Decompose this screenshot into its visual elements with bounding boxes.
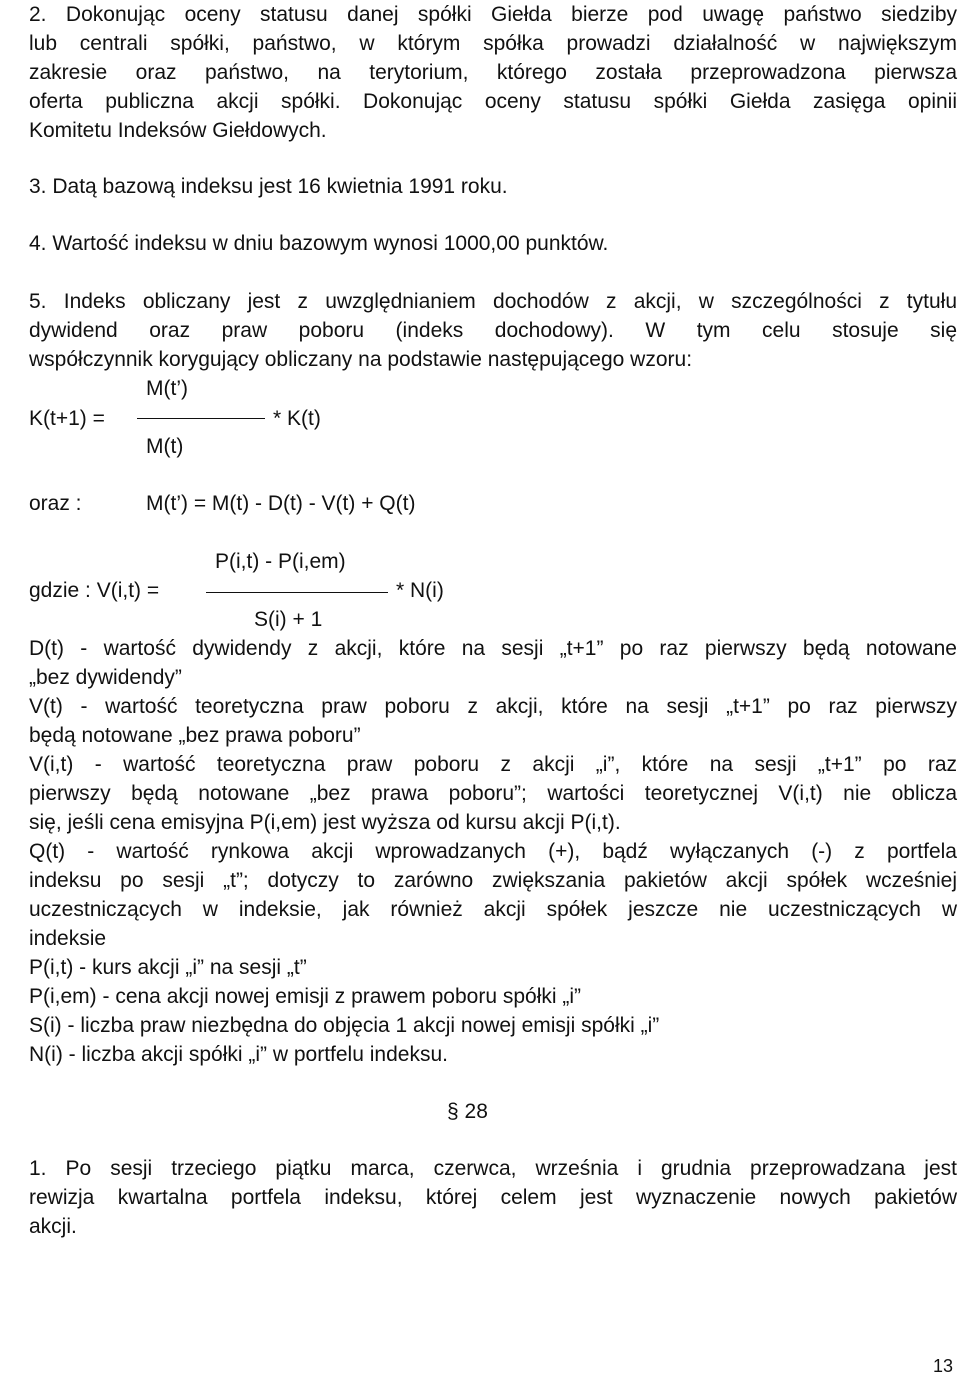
- definition-line: P(i,t) - kurs akcji „i” na sesji „t”: [29, 956, 307, 979]
- paragraph-2-line: oferta publiczna akcji spółki. Dokonując oceny statusu spółki Giełda zasięga opinii: [29, 90, 957, 113]
- definition-line: Q(t) - wartość rynkowa akcji wprowadzanych (+), bądź wyłączanych (-) z portfela: [29, 840, 957, 863]
- definition-line: S(i) - liczba praw niezbędna do objęcia 1 akcji nowej emisji spółki „i”: [29, 1014, 660, 1037]
- section-heading: § 28: [447, 1100, 488, 1123]
- paragraph-2-line: Komitetu Indeksów Giełdowych.: [29, 119, 327, 142]
- paragraph-3: 3. Datą bazową indeksu jest 16 kwietnia 1991 roku.: [29, 175, 508, 198]
- section-28-item-1-line: 1. Po sesji trzeciego piątku marca, czerwca, września i grudnia przeprowadzana jest: [29, 1157, 957, 1180]
- definition-line: się, jeśli cena emisyjna P(i,em) jest wyższa od kursu akcji P(i,t).: [29, 811, 621, 834]
- formula-3-numerator: P(i,t) - P(i,em): [215, 550, 346, 573]
- paragraph-2-line: 2. Dokonując oceny statusu danej spółki Giełda bierze pod uwagę państwo siedziby: [29, 3, 957, 26]
- definition-line: indeksu po sesji „t”; dotyczy to zarówno zwiększania pakietów akcji spółek wcześniej: [29, 869, 957, 892]
- definition-line: N(i) - liczba akcji spółki „i” w portfelu indeksu.: [29, 1043, 448, 1066]
- page-number: 13: [933, 1356, 954, 1376]
- definition-line: indeksie: [29, 927, 107, 950]
- paragraph-2-line: zakresie oraz państwo, na terytorium, którego została przeprowadzona pierwsza: [29, 61, 957, 84]
- paragraph-4: 4. Wartość indeksu w dniu bazowym wynosi 1000,00 punktów.: [29, 232, 609, 255]
- definition-line: V(i,t) - wartość teoretyczna praw poboru z akcji „i”, które na sesji „t+1” po raz: [29, 753, 957, 776]
- formula-2-expression: M(t’) = M(t) - D(t) - V(t) + Q(t): [146, 492, 416, 515]
- paragraph-5-line: 5. Indeks obliczany jest z uwzględnianiem dochodów z akcji, w szczególności z tytułu: [29, 290, 957, 313]
- paragraph-2-line: lub centrali spółki, państwo, w którym spółka prowadzi działalność w największym: [29, 32, 957, 55]
- formula-3-rhs: * N(i): [396, 579, 444, 602]
- definition-line: P(i,em) - cena akcji nowej emisji z prawem poboru spółki „i”: [29, 985, 582, 1008]
- formula-1-rhs: * K(t): [273, 407, 321, 430]
- formula-1-fraction-bar: [137, 418, 265, 419]
- definition-line: będą notowane „bez prawa poboru”: [29, 724, 361, 747]
- section-28-item-1-line: akcji.: [29, 1215, 77, 1238]
- formula-3-fraction-bar: [206, 592, 388, 593]
- definition-line: „bez dywidendy”: [29, 666, 182, 689]
- definition-line: V(t) - wartość teoretyczna praw poboru z akcji, które na sesji „t+1” po raz pierwszy: [29, 695, 957, 718]
- definition-line: pierwszy będą notowane „bez prawa poboru”; wartości teoretycznej V(i,t) nie oblicza: [29, 782, 957, 805]
- definition-line: D(t) - wartość dywidendy z akcji, które na sesji „t+1” po raz pierwszy będą notowane: [29, 637, 957, 660]
- formula-3-denominator: S(i) + 1: [254, 608, 323, 631]
- paragraph-5-line: dywidend oraz praw poboru (indeks dochodowy). W tym celu stosuje się: [29, 319, 957, 342]
- definition-line: uczestniczących w indeksie, jak również akcji spółek jeszcze nie uczestniczących w: [29, 898, 957, 921]
- formula-3-lhs: gdzie : V(i,t) =: [29, 579, 160, 602]
- paragraph-5-line: współczynnik korygujący obliczany na podstawie następującego wzoru:: [29, 348, 693, 371]
- formula-1-numerator: M(t’): [146, 377, 188, 400]
- formula-2-label: oraz :: [29, 492, 82, 515]
- section-28-item-1-line: rewizja kwartalna portfela indeksu, której celem jest wyznaczenie nowych pakietów: [29, 1186, 957, 1209]
- formula-1-denominator: M(t): [146, 435, 184, 458]
- formula-1-lhs: K(t+1) =: [29, 407, 105, 430]
